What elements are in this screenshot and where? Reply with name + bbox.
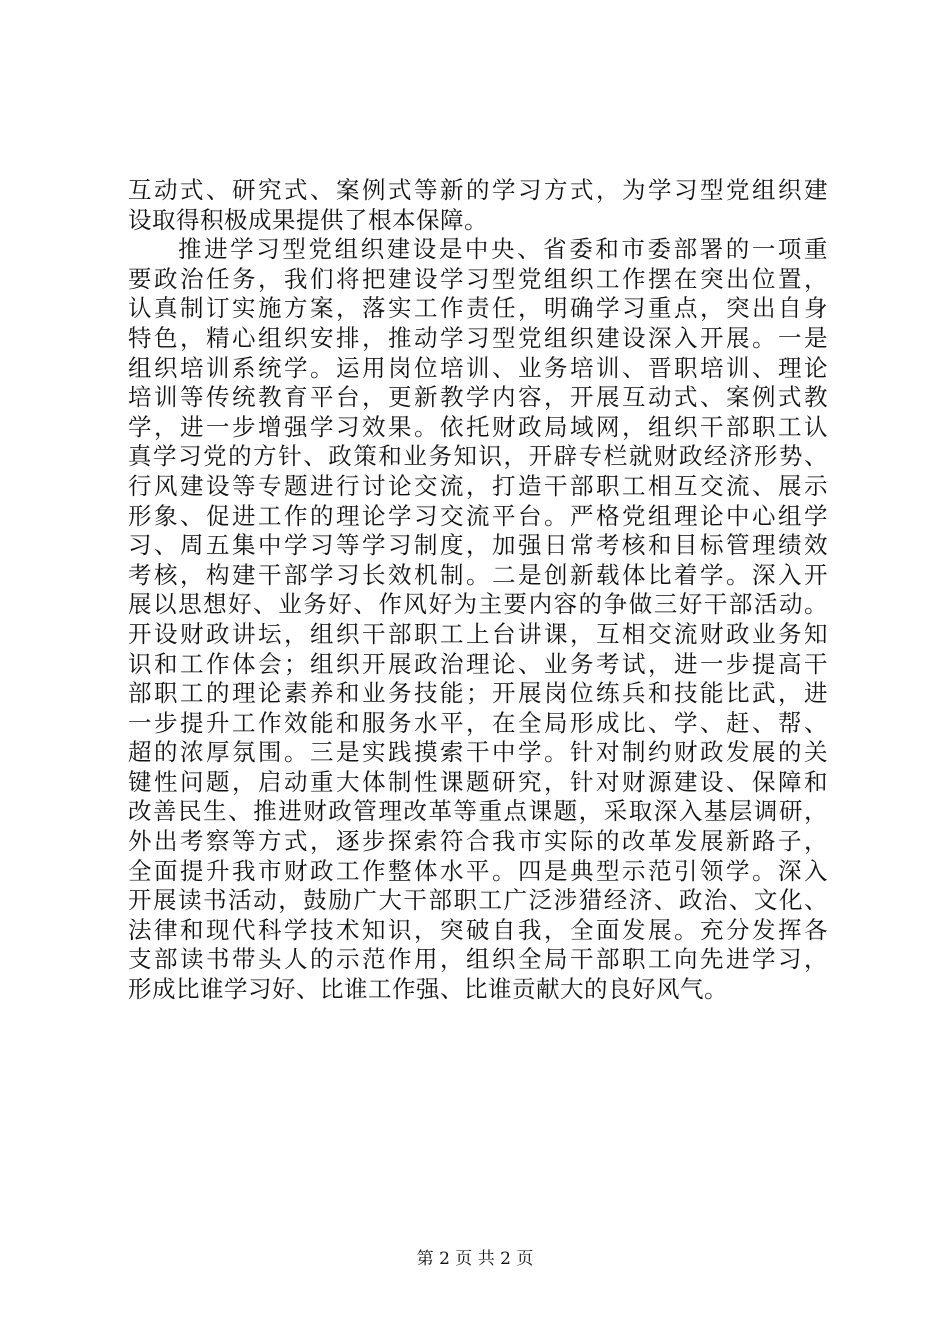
text-line: 互动式、研究式、案例式等新的学习方式，为学习型党组织建 [128,176,828,204]
page-number-footer: 第 2 页 共 2 页 [416,1249,534,1269]
text-line: 学，进一步增强学习效果。依托财政局域网，组织干部职工认 [128,412,828,441]
text-line: 特色，精心组织安排，推动学习型党组织建设深入开展。一是 [128,323,828,352]
text-line: 习、周五集中学习等学习制度，加强日常考核和目标管理绩效 [128,531,828,560]
text-line: 形象、促进工作的理论学习交流平台。严格党组理论中心组学 [128,501,828,530]
text-line: 外出考察等方式，逐步探索符合我市实际的改革发展新路子， [128,827,828,856]
text-line: 展以思想好、业务好、作风好为主要内容的争做三好干部活动。 [128,590,828,619]
text-line: 键性问题，启动重大体制性课题研究，针对财源建设、保障和 [128,767,828,796]
text-line: 组织培训系统学。运用岗位培训、业务培训、晋职培训、理论 [128,353,828,382]
text-line: 部职工的理论素养和业务技能；开展岗位练兵和技能比武，进 [128,679,828,708]
paragraph-1 [128,176,828,235]
text-line: 开展读书活动，鼓励广大干部职工广泛涉猎经济、政治、文化、 [128,886,828,915]
text-line: 法律和现代科学技术知识，突破自我，全面发展。充分发挥各 [128,915,828,944]
text-line: 支部读书带头人的示范作用，组织全局干部职工向先进学习， [128,945,828,974]
text-line: 推进学习型党组织建设是中央、省委和市委部署的一项重 [178,235,828,264]
text-line: 行风建设等专题进行讨论交流，打造干部职工相互交流、展示 [128,471,828,500]
text-line: 超的浓厚氛围。三是实践摸索干中学。针对制约财政发展的关 [128,738,828,767]
text-line: 培训等传统教育平台，更新教学内容，开展互动式、案例式教 [128,383,828,412]
text-line: 真学习党的方针、政策和业务知识，开辟专栏就财政经济形势、 [128,442,828,471]
text-line: 全面提升我市财政工作整体水平。四是典型示范引领学。深入 [128,856,828,885]
text-line: 设取得积极成果提供了根本保障。 [128,205,488,234]
text-line: 考核，构建干部学习长效机制。二是创新载体比着学。深入开 [128,560,828,589]
text-line: 认真制订实施方案，落实工作责任，明确学习重点，突出自身 [128,294,828,323]
text-line: 形成比谁学习好、比谁工作强、比谁贡献大的良好风气。 [128,975,728,1004]
document-body [128,176,828,1005]
text-line: 要政治任务，我们将把建设学习型党组织工作摆在突出位置， [128,264,828,293]
text-line: 改善民生、推进财政管理改革等重点课题，采取深入基层调研， [128,797,828,826]
text-line: 开设财政讲坛，组织干部职工上台讲课，互相交流财政业务知 [128,619,828,648]
text-line: 一步提升工作效能和服务水平，在全局形成比、学、赶、帮、 [128,708,828,737]
text-line: 识和工作体会；组织开展政治理论、业务考试，进一步提高干 [128,649,828,678]
paragraph-2 [128,235,828,1004]
